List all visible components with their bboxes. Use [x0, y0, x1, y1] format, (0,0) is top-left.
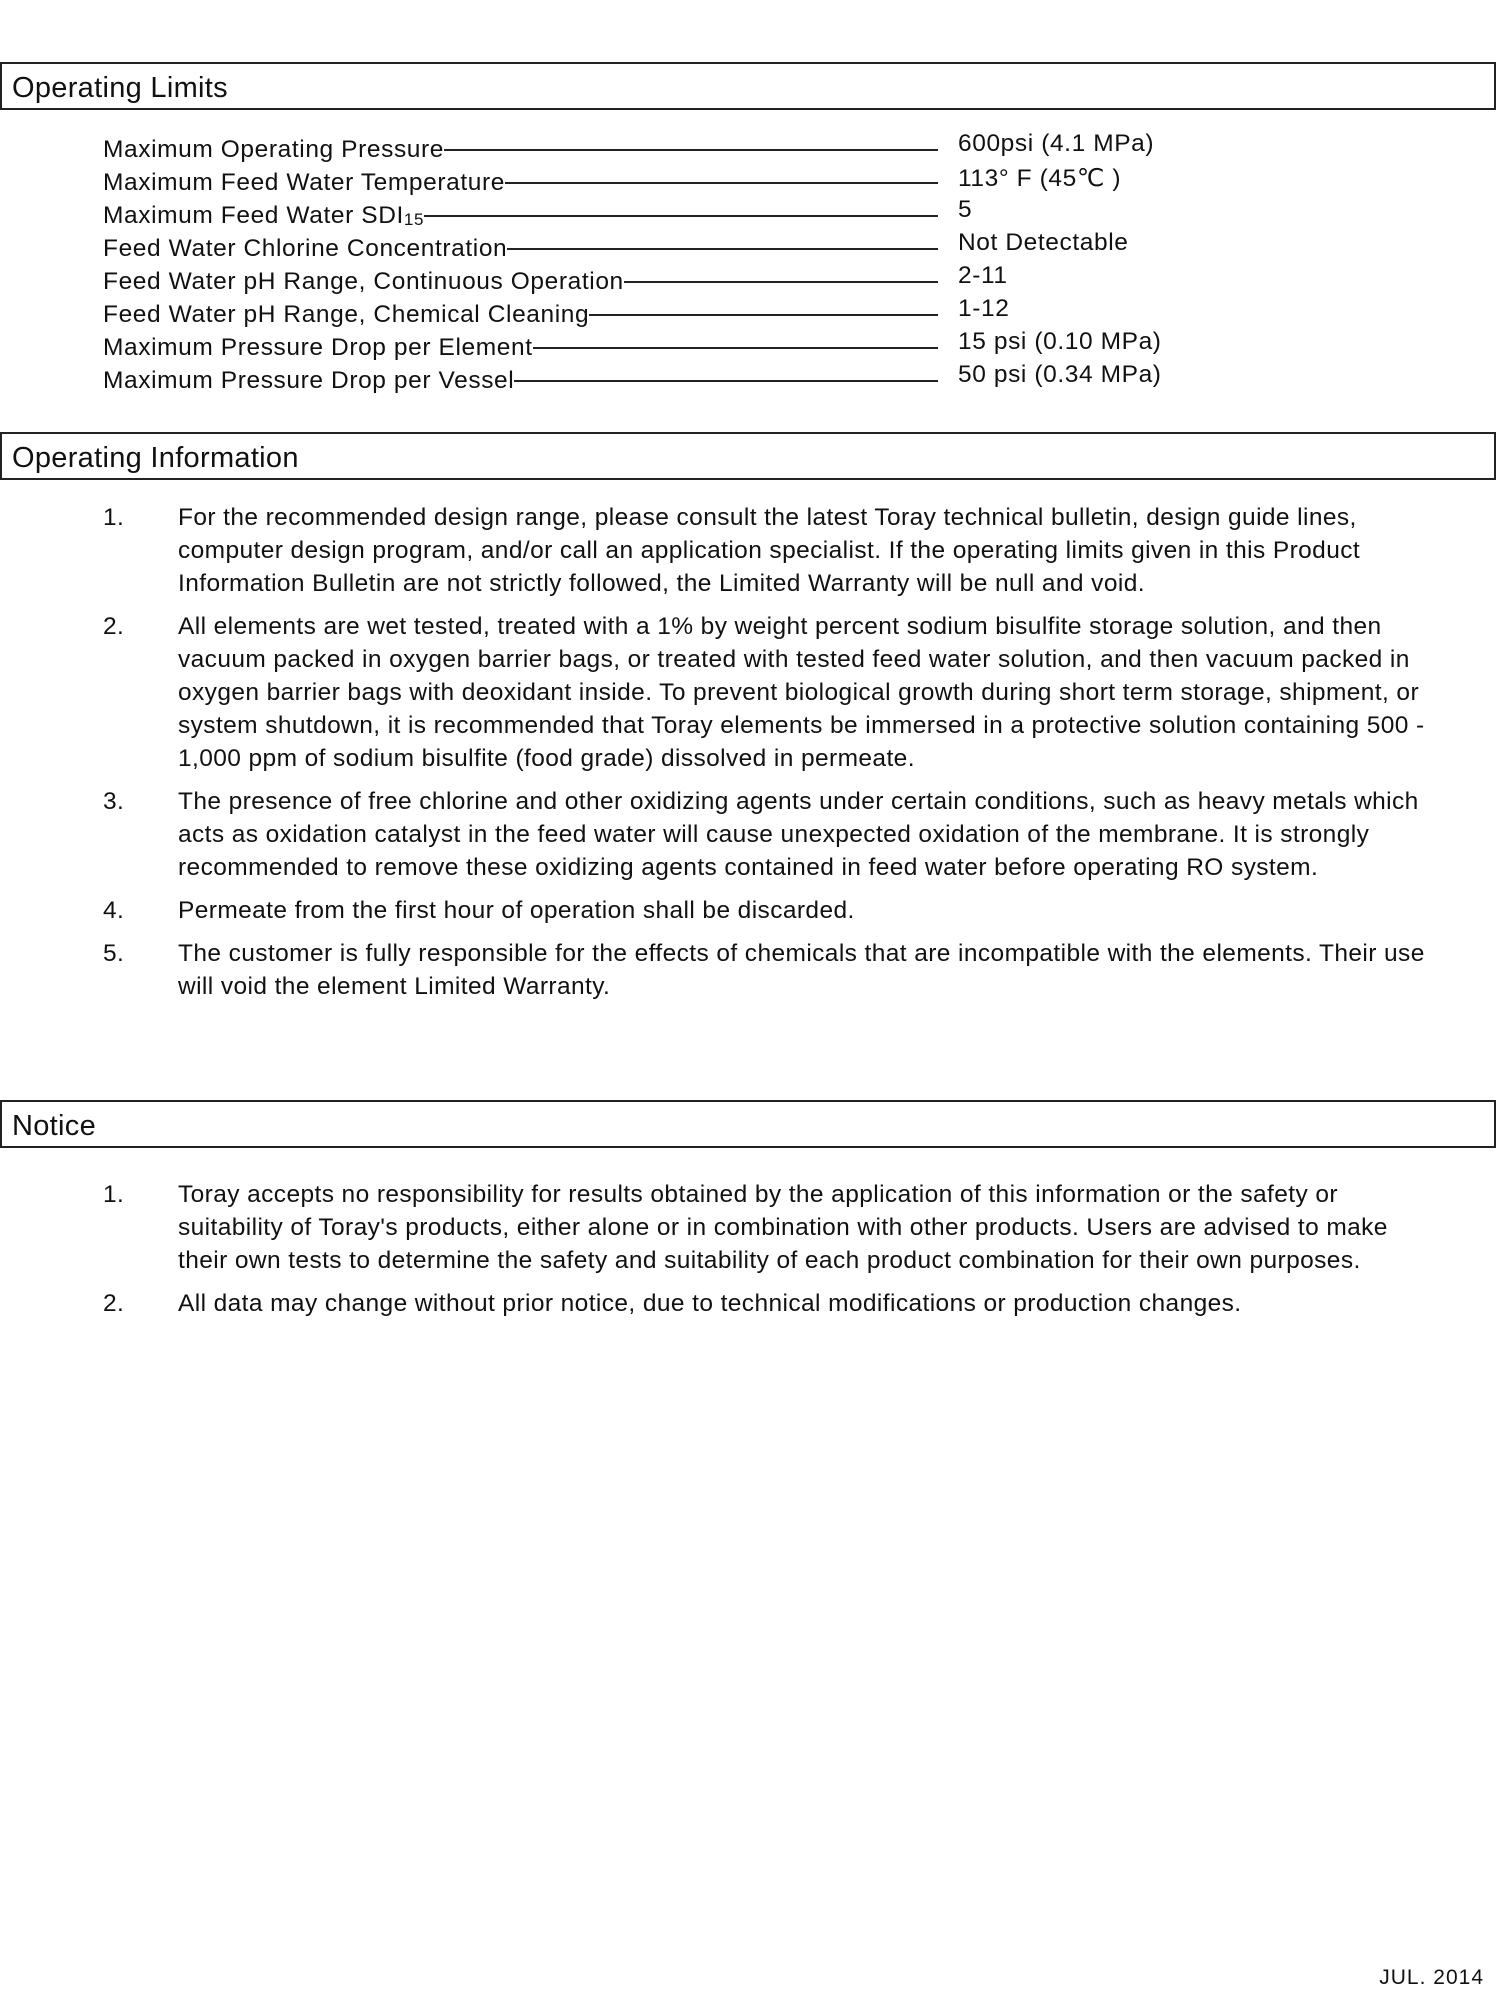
- limit-row: [103, 328, 1303, 361]
- item-text: For the recommended design range, please consult the latest Toray technical bulletin, design guide lines, computer design program, and/or call an application specialist. If the operating limits given in this Product Information Bulletin are not strictly followed, the Limited Warranty will be null and void.: [178, 504, 1361, 597]
- limit-label: Maximum Feed Water $SDI_{15}$: [103, 202, 425, 229]
- item-text: Permeate from the first hour of operation shall be discarded.: [178, 897, 855, 924]
- limit-row: [103, 196, 1303, 229]
- list-item: [103, 894, 1443, 927]
- limit-value: 113° F (45℃ ): [958, 165, 1122, 192]
- limit-row: [103, 361, 1303, 394]
- limit-row: [103, 295, 1303, 328]
- item-text: All elements are wet tested, treated with a 1% by weight percent sodium bisulfite storage solution, and then vacuum packed in oxygen barrier bags, or treated with tested feed water solution, and then vacuum packed in oxygen barrier bags with deoxidant inside. To prevent biological growth during short term storage, shipment, or system shutdown, it is recommended that Toray elements be immersed in a protective solution containing 500 - 1,000 ppm of sodium bisulfite (food grade) dissolved in permeate.: [178, 613, 1425, 772]
- notice-title: Notice: [12, 1110, 96, 1142]
- limit-label: Feed Water pH Range, Chemical Cleaning: [103, 301, 590, 328]
- list-item: [103, 785, 1443, 884]
- limit-value: 1-12: [958, 295, 1010, 322]
- limit-value: 50 psi (0.34 MPa): [958, 361, 1162, 388]
- item-number: 2.: [103, 1290, 125, 1317]
- limit-label: Feed Water Chlorine Concentration: [103, 235, 508, 262]
- limit-row: [103, 130, 1303, 163]
- limit-row: [103, 229, 1303, 262]
- notice-list: [103, 1178, 1443, 1330]
- notice-header: [0, 1100, 1496, 1148]
- operating-information-list: [103, 501, 1443, 1013]
- operating-limits-title: Operating Limits: [12, 72, 228, 104]
- footer-date: JUL. 2014: [1379, 1966, 1484, 1989]
- limit-label: Maximum Pressure Drop per Element: [103, 334, 533, 361]
- item-number: 4.: [103, 897, 125, 924]
- item-number: 2.: [103, 613, 125, 640]
- limit-value: 15 psi (0.10 MPa): [958, 328, 1162, 355]
- item-number: 1.: [103, 1181, 125, 1208]
- item-text: Toray accepts no responsibility for results obtained by the application of this information or the safety or suitability of Toray's products, either alone or in combination with other products. Users are advised to make their own tests to determine the safety and suitability of each product combination for their own purposes.: [178, 1181, 1388, 1274]
- list-item: [103, 1178, 1443, 1277]
- operating-information-header: [0, 432, 1496, 480]
- item-text: The customer is fully responsible for the effects of chemicals that are incompatible with the elements. Their use will void the element Limited Warranty.: [178, 940, 1425, 1000]
- limit-value: 600psi (4.1 MPa): [958, 130, 1155, 157]
- item-number: 1.: [103, 504, 125, 531]
- limit-row: [103, 262, 1303, 295]
- limit-label: Maximum Pressure Drop per Vessel: [103, 367, 515, 394]
- limit-value: 2-11: [958, 262, 1008, 289]
- limit-value: 5: [958, 196, 973, 223]
- operating-information-title: Operating Information: [12, 442, 299, 474]
- operating-limits-table: [103, 130, 1303, 394]
- limit-value: Not Detectable: [958, 229, 1129, 256]
- list-item: [103, 1287, 1443, 1320]
- limit-label: Maximum Operating Pressure: [103, 136, 445, 163]
- list-item: [103, 501, 1443, 600]
- operating-limits-header: [0, 62, 1496, 110]
- item-text: The presence of free chlorine and other oxidizing agents under certain conditions, such as heavy metals which acts as oxidation catalyst in the feed water will cause unexpected oxidation of the membrane. It is strongly recommended to remove these oxidizing agents contained in feed water before operating RO system.: [178, 788, 1419, 881]
- limit-label: Maximum Feed Water Temperature: [103, 169, 505, 196]
- limit-row: [103, 163, 1303, 196]
- item-number: 5.: [103, 940, 125, 967]
- list-item: [103, 937, 1443, 1003]
- item-number: 3.: [103, 788, 125, 815]
- list-item: [103, 610, 1443, 775]
- item-text: All data may change without prior notice, due to technical modifications or production changes.: [178, 1290, 1242, 1317]
- limit-label: Feed Water pH Range, Continuous Operation: [103, 268, 624, 295]
- sdi-subscript: 15: [403, 210, 425, 229]
